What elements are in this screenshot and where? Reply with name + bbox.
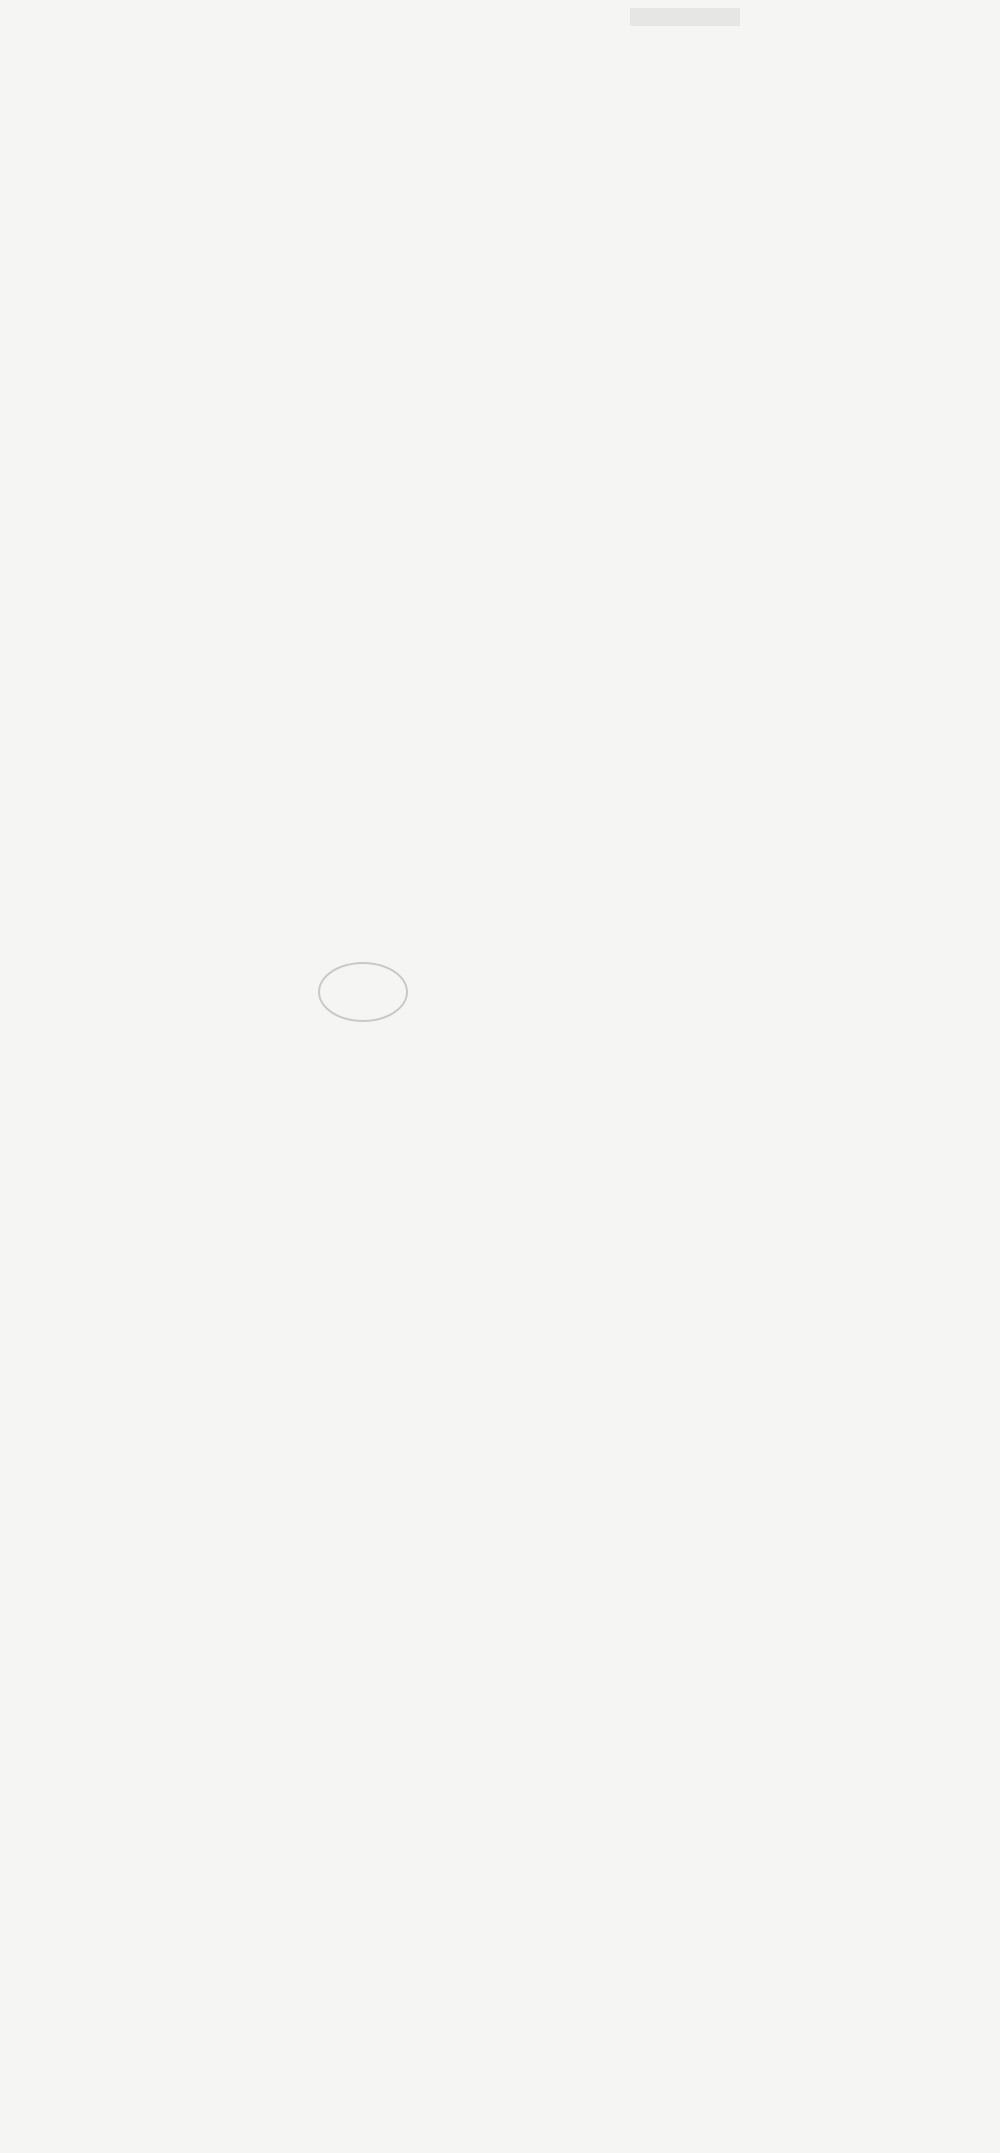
- scan-artifact: [630, 8, 740, 26]
- stamp-watermark: [318, 962, 408, 1022]
- answer-content: [44, 58, 962, 72]
- watermark: [3, 343, 998, 448]
